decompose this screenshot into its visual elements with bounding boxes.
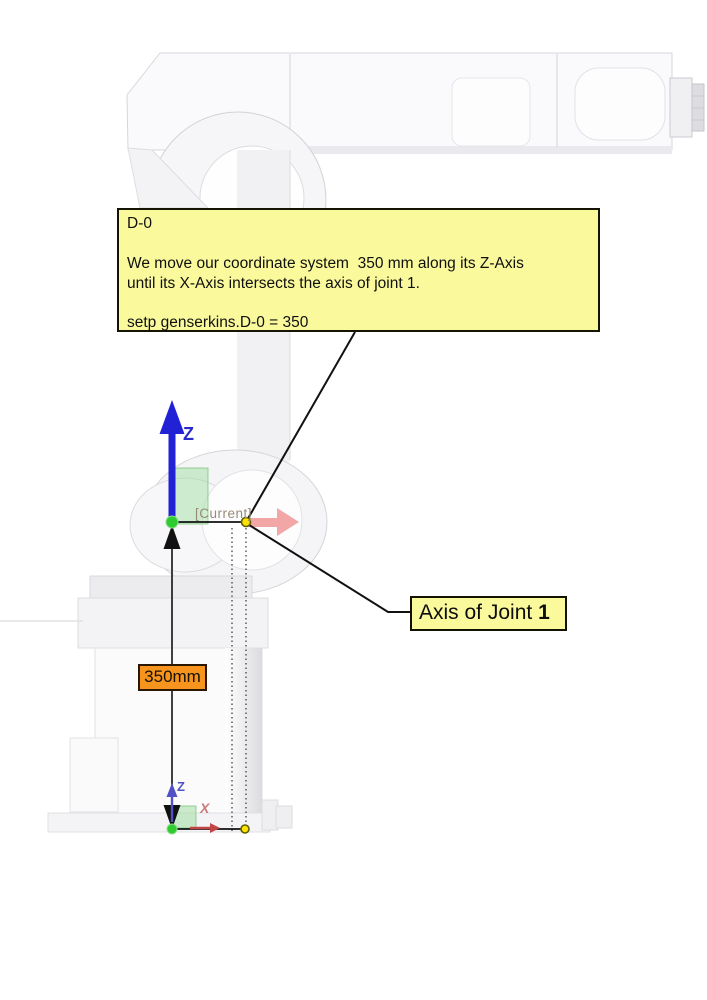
callout-body-line1: We move our coordinate system 350 mm along its Z-Axis: [127, 255, 524, 272]
robot-base-step: [276, 806, 292, 828]
robot-arm-housing: [452, 78, 530, 146]
z-axis-label-bottom: Z: [177, 779, 185, 794]
callout-command: setp genserkins.D-0 = 350: [127, 314, 309, 331]
robot-elbow-housing: [575, 68, 665, 140]
robot-base-front-cylinder: [70, 738, 118, 812]
robot-base-flange-upper: [90, 576, 252, 600]
joint-axis-marker-bottom: [241, 825, 249, 833]
callout-title: D-0: [127, 215, 152, 232]
origin-dot-bottom: [167, 824, 177, 834]
axis-of-joint-number: 1: [538, 601, 550, 624]
robot-arm-silhouette: [0, 53, 704, 832]
x-axis-label-bottom: X: [200, 800, 210, 816]
robot-base-cylinder-shade: [225, 648, 262, 815]
z-axis-arrow-head: [160, 400, 185, 434]
z-axis-label-top: Z: [183, 424, 194, 444]
z-axis-arrow-shaft: [169, 433, 176, 522]
robot-wrist-cap: [670, 78, 692, 137]
dimension-label: 350mm: [138, 664, 207, 691]
current-frame-label: [Current]: [195, 506, 253, 521]
axis-of-joint-text: Axis of Joint: [419, 601, 539, 624]
axis-of-joint-label: [410, 596, 567, 631]
d0-callout-box: [117, 208, 600, 332]
robot-base-flange-wide: [78, 598, 268, 648]
callout-body: [127, 254, 590, 294]
origin-dot-top: [166, 516, 178, 528]
callout-body-line2: until its X-Axis intersects the axis of joint 1.: [127, 275, 420, 292]
